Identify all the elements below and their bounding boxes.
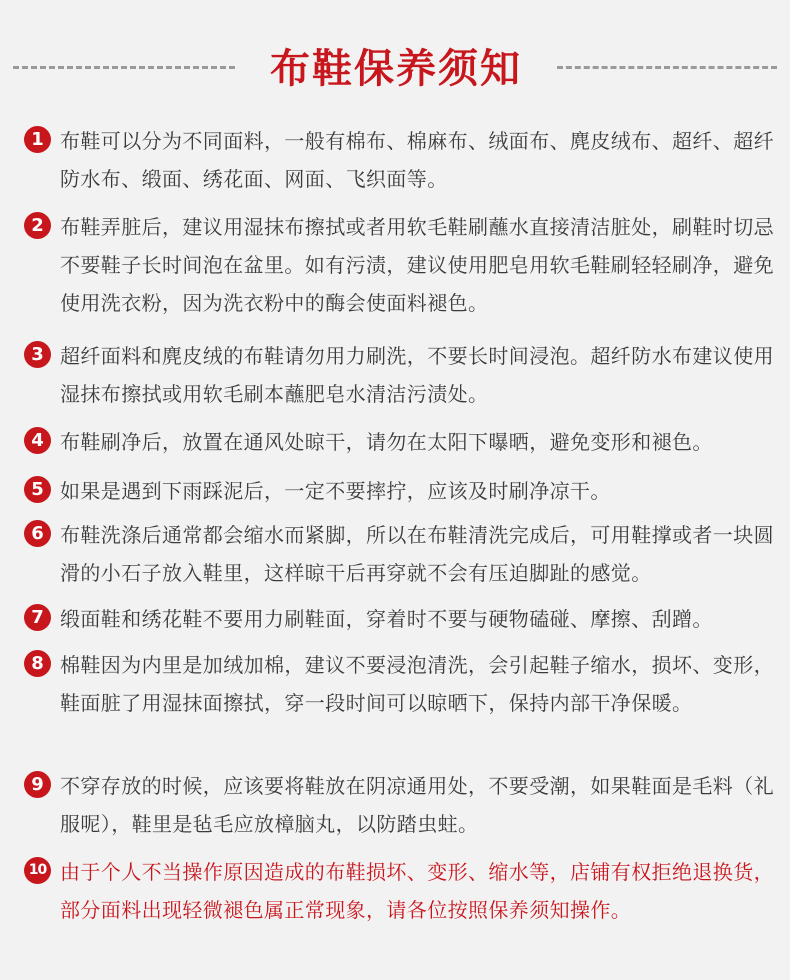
right-dashed-divider (557, 66, 777, 69)
item-number-badge: 1 (24, 126, 51, 153)
item-number-badge: 2 (24, 212, 51, 239)
item-number-badge: 8 (24, 650, 51, 677)
left-dashed-divider (13, 66, 235, 69)
item-number-badge: 3 (24, 341, 51, 368)
item-text: 布鞋刷净后，放置在通风处晾干，请勿在太阳下曝晒，避免变形和褪色。 (60, 430, 713, 454)
item-text: 超纤面料和麂皮绒的布鞋请勿用力刷洗，不要长时间浸泡。超纤防水布建议使用湿抹布擦拭或用软毛刷本蘸肥皂水清洁污渍处。 (60, 344, 774, 406)
item-text: 如果是遇到下雨踩泥后，一定不要摔拧，应该及时刷净凉干。 (60, 479, 611, 503)
header (0, 42, 790, 102)
item-text: 不穿存放的时候，应该要将鞋放在阴凉通用处，不要受潮，如果鞋面是毛料（礼服呢），鞋里是毡毛应放樟脑丸，以防踏虫蛀。 (60, 774, 774, 836)
item-number-badge: 5 (24, 476, 51, 503)
item-text: 棉鞋因为内里是加绒加棉，建议不要浸泡清洗，会引起鞋子缩水，损坏、变形，鞋面脏了用湿抹面擦拭，穿一段时间可以晾晒下，保持内部干净保暖。 (60, 653, 774, 715)
item-number-badge: 6 (24, 520, 51, 547)
item-text: 缎面鞋和绣花鞋不要用力刷鞋面，穿着时不要与硬物磕碰、摩擦、刮蹭。 (60, 607, 713, 631)
item-text: 布鞋可以分为不同面料，一般有棉布、棉麻布、绒面布、麂皮绒布、超纤、超纤防水布、缎面、绣花面、网面、飞织面等。 (60, 129, 774, 191)
item-text: 布鞋洗涤后通常都会缩水而紧脚，所以在布鞋清洗完成后，可用鞋撑或者一块圆滑的小石子放入鞋里，这样晾干后再穿就不会有压迫脚趾的感觉。 (60, 523, 774, 585)
item-text: 布鞋弄脏后，建议用湿抹布擦拭或者用软毛鞋刷蘸水直接清洁脏处，刷鞋时切忌不要鞋子长时间泡在盆里。如有污渍，建议使用肥皂用软毛鞋刷轻轻刷净，避免使用洗衣粉，因为洗衣粉中的酶会使面料褪色。 (60, 215, 774, 315)
item-number-badge: 4 (24, 427, 51, 454)
item-text-warning: 由于个人不当操作原因造成的布鞋损坏、变形、缩水等，店铺有权拒绝退换货，部分面料出现轻微褪色属正常现象，请各位按照保养须知操作。 (60, 860, 774, 922)
item-number-badge: 10 (24, 857, 51, 884)
item-number-badge: 7 (24, 604, 51, 631)
page-title: 布鞋保养须知 (270, 45, 522, 92)
item-number-badge: 9 (24, 771, 51, 798)
